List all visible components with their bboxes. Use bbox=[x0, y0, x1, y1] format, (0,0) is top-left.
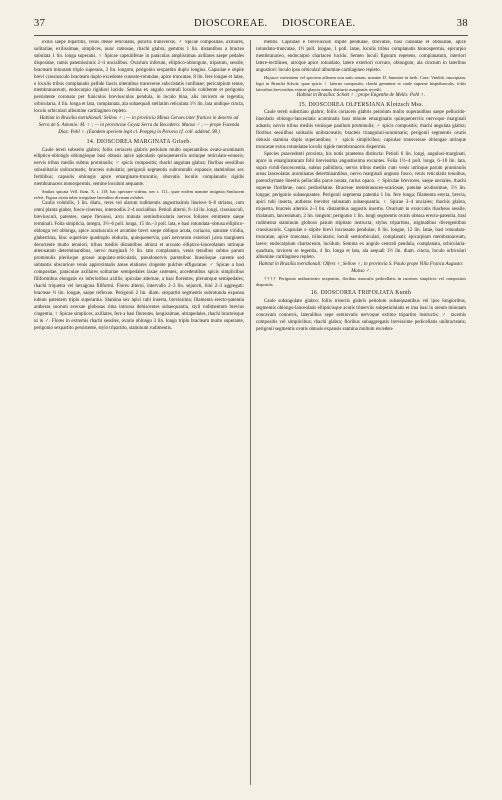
page-number-right: 38 bbox=[456, 18, 468, 29]
running-title-left: DIOSCOREAE. bbox=[194, 18, 268, 29]
left-column bbox=[34, 40, 244, 785]
right-footnote: †††† Perigonio unibracteato sexpartito, floribus masculis pedicellatis in racemos simplices vel compositos dispositis. bbox=[256, 276, 466, 288]
left-paragraph: exilis saepe bipartitis, venis dense reticulatis, punctis transversis. ♂ Spicae compositae, axillares, solitariae, exilissimae, simplices, nunc ramosae, rhachi glabra, gemmis 1 lin. distantibus a bractea subulata 1 lin. longa superatis. ♀ Spicae capsuliferae in paniculas amplissimas axillares saepe pedales dispositae, ramis patentissimis 2–4 uncialibus. Ovarium inferum, elliptico-oblongum, triparum, sessile, bracteam minutam triplo superans, 3 lin. longum, perigonio sexpartito duplo longius. Capsulae e stipite brevi crassiusculo bracteam duplo excedente cuneato-rotundae, apice truncatae, 8 lin. fere longae et latae, e loculis tribus complanatis pellide fascis nitentibus transverse subcristatis conflatae; pericarpium tenue, membranaceum, endocarpio rigidiori lucido. Semina ex angulo centrali loculis cohibente et perigonio persistente coronato per funiculos breviusculos pendula, in loculo bina, alis invicem se tegentia, orbicularia, 4 lin. longa et lata, complanata, ala subaequali stellatim reticulata 1½ lin. lata undique cincta, loculo orbiculari albumine cartilagineo repleto. bbox=[34, 40, 244, 115]
right-species-heading: 15. DIOSCOREA OLFERSIANA Klotzsch Mss. bbox=[298, 101, 424, 108]
header-rule bbox=[34, 35, 468, 36]
left-footnote: Smilax spicata Vell. flum. X. t. 118. hac spectare videtur, nec t. 111., quae eodem nomine insignita Smilacem refert. Figura citata tuber irregulare lateraliter divisum exhibet. bbox=[34, 189, 244, 201]
right-paragraph: Caule tereti substriato glabro; foliis coriaceis glabris petiolum multo superantibus saepe pellucido-lineolatis oblongo-lanceolatis acuminatis basi minute emarginatis quinquenerviis nervoque marginali adnatis; nervis tribus mediis venisque paullum prominulis; ♂ spicis compositis; rhachi angulata glabra; floribus sessilibus solitariis unibracteatis; bracteis triangulari-acuminatis; perigonii segmentis ovatis obtusis stamina duplo superantibus; ♀ spicis simplicibus; capsulae transversae oblongae utrinque truncatae extus rotundatae loculis rigide membranaceis dispermis. bbox=[256, 110, 466, 150]
page-number-left: 37 bbox=[34, 18, 46, 29]
right-paragraph: Caule subangulato glabro; foliis trisectis glabris petiolum subaequantibus vel ipso longioribus, segmentis oblongo-lanceolatis ellipticisque acutis trinerviis subpetiolulatis et ima basi in areum minutam concavam connexis, lateralibus sepe semiovatis nervoque extimo tripartito instructis; ♂ racemis compositis vel simplicibus; rhachi glabra; floribus subaggregatis brevissime pedicellatis unibracteatis; perigonii segmentis ovatis obtusis expansis stamina multum exceden- bbox=[256, 298, 466, 332]
right-paragraph: Species praecedenti proxima, his notis praeterea distincta: Petioli 6 lin. longi, angulosi-marginati, apice in emarginaturam folii brevissima angustissima excuntes. Folia 1½–4 poll. longa, 6–18 lin. lata, supra viridi-fuscescentia, subtus pallidiora, nervis tribus mediis cum venis utrinque parum prominulis areas lanceolatas acuminatas determinantibus, nervo marginali angusto fusco, venis reticulatis tenuibus, parenchymate lineolis pellucidis parce notata, rarius opaco. ♂ Spiculae breviores, saepe unciales, rhachi superne floriferae, nunc pedicellatae. Bracteae membranaceo-scariosae, patulae acutissimae, 1½ lin. longae; perigonio subaequantes. Perigonii segmenta patentia 1 lin. fere longa; filamenta erecta, brevia, apici tubi inserta, antheras breviter subnatam subaequantia. ♀ Spicae 3–4 unciales; rhachis glabra, triquetra, bracteis alternis 2–3 lin. distantibus augustis insertis. Ovarium in exsiccatis rhacheos sessile, trialatum, lanceolatum, 2 lin. longum; perigonio 1 lin. longi segmentis ovatis obtusa erecto-patentia, basi rudimenta staminum globoso parum stipitato instructa; stylus tripartitus, stigmatibus divergentibus crassiusculis. Capsulae e stipite brevi incrassato pendulae, 8 lin. longae, 12 lin. latae, basi rotundato-truncatae, apice truncatae, trilocularis; loculi semiorbiculari, complanati; epicarpium membranaceum, laeve; endocarpium chartaceum, lucidum. Semina ex angulo centrali pendula, complanata, orbicularia-quadrata, invicem se tegentia, 4 lin. longa et lata, ala aequali 1½ lin. diam. cincta, loculo orbiculari albumine cartilagineo repleto. bbox=[256, 151, 466, 261]
right-paragraph: mentis. Capsulae e breviusculo stipite pendulae, obovatae, basi cuneatae et obtusatae, apice rotundato-truncatae, 1½ poll. longae, 1 poll. latae, loculis tribus complanatis monospermis, epicarpio membranaceo, endocarpio chartaceo lucido. Semen loculi figuram repetens, complanatum, interiori latere-rectilineo, utroque apice rotundato, latere exteriori curvato, oblongum, ala cinctum in lateribus angustiori: loculo ipso orbiculari albumine cartilagineo repleto. bbox=[256, 40, 466, 73]
running-header bbox=[34, 18, 468, 34]
left-habitat-note: Habitat in Brasilia meridionali: Sellow ♂ ; — in provincia Minas Geraes inter frutices in deserto ad Serra de S. Antonio: M. ♀ ; — in provinciae Goyaz Serra da Bocadera: Manso ♂ ; — prope Fazenda Diaz: Pohl ♀. (Eandem speciem legit cl. Poeppig in Peruvia cf. coll. addend. 98.) bbox=[38, 116, 240, 135]
right-species-heading: 16. DIOSCOREA TRIFOLIATA Kunth bbox=[310, 290, 412, 297]
right-footnote: Hujusce varietatem vel speciem affinem non satis notam, nomine D. Janonise in herb. Caes. Vindob. inscriptam, legit in Brasilia Schott; quae spicis ♀ laterno compositis, rhachi gemmine et caule superne hispidiusculis, foliis latioribus brevioribus eximie glaucis minus distincte marginatis recedit. bbox=[256, 74, 466, 92]
right-column bbox=[256, 40, 466, 785]
running-title-right: DIOSCOREAE. bbox=[282, 18, 356, 29]
left-paragraph: Caule tereti subserio glabro; foliis coriaceis glabris petiolum multo superantibus ovato-acuminatis elliptico-oblongis oblongisque basi obtusis apice apiculatis quinquenerviis utrinque reticulato-venosis; nervis tribus mediis subtus prominulis; ♂ spicis compositis; rhachi angulata glabra; floribus sessilibus subsolitariis unibracteatis; bracteis subulatis; perigonii segmentis subrotundis expansis staminibus sex fertilibus; capsulis oblongis apice emarginato-truncatis, obovatis loculis complanatis rigidis membranaceis monospermis, semine loculum aequante. bbox=[34, 147, 244, 188]
right-habitat-note: Habitat in Brasilia: Schott ♂ ; prope Engenho de Mello: Pohl ♀. bbox=[296, 92, 426, 98]
column-divider bbox=[250, 40, 251, 785]
left-species-heading: 14. DIOSCOREA MARGINATA Griseb. bbox=[86, 138, 192, 145]
right-habitat-note: Habitat in Brasilia meridionali: Olfers ♂, Sellow ♀; in provincia S. Paulo prope Villa Franca Augusto: Manso ♂. bbox=[258, 262, 464, 275]
left-paragraph: Caulis volubilis, 1 lin. diam., teres vel alarum rudimentis angustissimis lineisve 6–8 striatus, cum omni planta glaber, fusco-cinereus, internodiis 2–4 uncialibus. Petioli alterni, 8–14 lin. longi, crassiusculi, breviusculi, patentes, saepe flexuosi, arcu minuta semiorbicularia nervos foliares emittente saepe terminali. Folia simplicia, integra, 3½–6 poll. longa, 15 lin.–3 poll. lata, e basi rotundata–obtusa elliptico-oblonga vel oblonga, apice acutiuscula et acumine brevi saepe obliquo acuta, coriacea, saturate viridia, glaberrima, hinc superiore quadruplo obducta, quinquenervia, pari nervorum exteriori juxta marginem decurrente multo tenuiori, tribus mediis distantibus altiora et arcuato elliptico-lanceolatam utrinque attenuatam determinantibus, nervo marginali ½ lin. tato complanato, venis tenuibus subtus parum prominulis pleriisque grosse angulato-reticulatis, pseudonervis parentibus lineolisque carente sed subtantis obscuriore venis approximatis areae elatiores cingente pulchre effiguratae. ♂ Spicae a basi compositae, paniculae axillares solitariae semipedales laxae sistentes, accedentibus spicis simplicibus filiformibus elongatis ex inferioribus axillis; spiculae alternae, a basi florentes, plerumque semipedales, rhachi triquetra vel hexagona filiformi. Flores alterni, intervallo 2–3 lin. sejuncti, bini 2–3 aggregati: bracteae ½ lin. longae, saepe reflexae. Perigonii 2 lin. diam. sexpartiti segmentis subrotunda expansa tubum patentem triplo superantia. Stamina sex apici tubi inserta, brevissima; filamenta erecto-patentia antheras suorum aversae globosas rima introrsa dehiscentes subaequantia, styli rudimentum brevius cingentia. ♀ Spicae simplices, axillares, fere a basi florentes, longissimae, ultrapedales, rhachi bracteisque ut in ♂. Flores in extremis rhachi sessiles, ovario oblongo 3 lin. longo triplo bracteam multo superante, perigonio sexpartito persistente, stylo tripartito, staminum rudimentis. bbox=[34, 201, 244, 331]
